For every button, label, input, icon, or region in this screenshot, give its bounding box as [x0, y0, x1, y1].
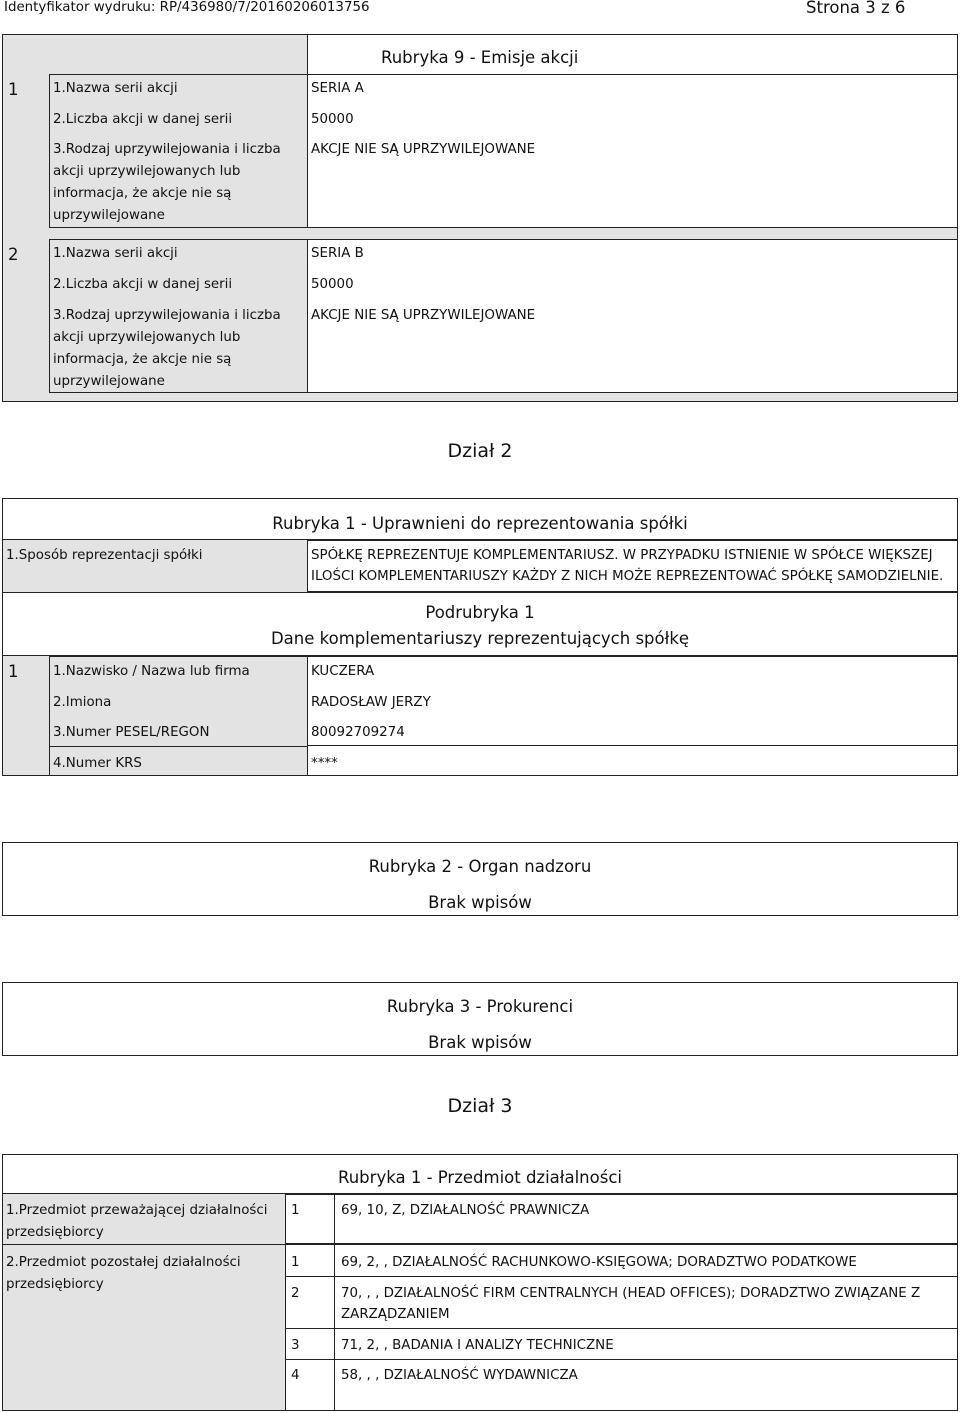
series-2-count-value: 50000: [311, 277, 354, 292]
other-activity-3-num: 3: [291, 1338, 300, 1353]
series-1-type-label-3: informacja, że akcje nie są: [53, 186, 232, 201]
sposob-value-2: ILOŚCI KOMPLEMENTARIUSZY KAŻDY Z NICH MOŻE REPREZENTOWAĆ SPÓŁKĘ SAMODZIELNIE.: [311, 569, 944, 584]
rubryka3-title: Rubryka 3 - Prokurenci: [386, 997, 574, 1016]
series-1-type-label-4: uprzywilejowane: [53, 208, 165, 223]
other-row-divider-1: [285, 1276, 958, 1277]
other-activity-4-num: 4: [291, 1368, 300, 1383]
page-number: Strona 3 z 6: [806, 0, 906, 17]
main-activity-label-2: przedsiębiorcy: [6, 1225, 104, 1240]
other-activity-2-num: 2: [291, 1286, 300, 1301]
entry-values-bottom: [307, 746, 958, 776]
series-1-type-label-2: akcji uprzywilejowanych lub: [53, 164, 241, 179]
series-1-count-value: 50000: [311, 112, 354, 127]
print-id: Identyfikator wydruku: RP/436980/7/20160206013756: [4, 0, 370, 15]
series-2-count-label: 2.Liczba akcji w danej serii: [53, 277, 233, 292]
series-2-type-label-1: 3.Rodzaj uprzywilejowania i liczba: [53, 308, 281, 323]
series-2-type-value: AKCJE NIE SĄ UPRZYWILEJOWANE: [311, 308, 536, 323]
main-activity-text: 69, 10, Z, DZIAŁALNOŚĆ PRAWNICZA: [341, 1203, 590, 1218]
other-activity-1-text: 69, 2, , DZIAŁALNOŚĆ RACHUNKOWO-KSIĘGOWA; DORADZTWO PODATKOWE: [341, 1255, 857, 1270]
series-2-name-value: SERIA B: [311, 246, 364, 261]
dzial2-title: Dział 2: [447, 440, 513, 462]
podrubryka-title-1: Podrubryka 1: [425, 603, 535, 622]
sposob-label: 1.Sposób reprezentacji spółki: [6, 548, 203, 563]
series-1-number: 1: [8, 80, 19, 99]
rubryka3-empty: Brak wpisów: [428, 1033, 532, 1052]
series-2-type-label-3: informacja, że akcje nie są: [53, 352, 232, 367]
other-activity-2-text-1: 70, , , DZIAŁALNOŚĆ FIRM CENTRALNYCH (HEAD OFFICES); DORADZTWO ZWIĄZANE Z: [341, 1286, 921, 1301]
main-activity-col-divider: [334, 1194, 335, 1244]
other-activity-2-text-2: ZARZĄDZANIEM: [341, 1307, 450, 1322]
rubryka9-title: Rubryka 9 - Emisje akcji: [381, 48, 579, 67]
pesel-label: 3.Numer PESEL/REGON: [53, 725, 210, 740]
series-1-name-value: SERIA A: [311, 81, 364, 96]
przedmiot-title: Rubryka 1 - Przedmiot działalności: [338, 1168, 622, 1187]
other-activity-4-text: 58, , , DZIAŁALNOŚĆ WYDAWNICZA: [341, 1368, 578, 1383]
pesel-value: 80092709274: [311, 725, 405, 740]
main-activity-num: 1: [291, 1203, 300, 1218]
series-1-type-label-1: 3.Rodzaj uprzywilejowania i liczba: [53, 142, 281, 157]
other-activity-label-2: przedsiębiorcy: [6, 1277, 104, 1292]
podrubryka-title-2: Dane komplementariuszy reprezentujących spółkę: [270, 629, 690, 648]
other-activity-1-num: 1: [291, 1255, 300, 1270]
other-row-divider-2: [285, 1328, 958, 1329]
rubryka1-title: Rubryka 1 - Uprawnieni do reprezentowania spółki: [272, 514, 688, 533]
other-activity-3-text: 71, 2, , BADANIA I ANALIZY TECHNICZNE: [341, 1338, 614, 1353]
series-1-count-label: 2.Liczba akcji w danej serii: [53, 112, 233, 127]
series-1-type-value: AKCJE NIE SĄ UPRZYWILEJOWANE: [311, 142, 536, 157]
main-activity-label-1: 1.Przedmiot przeważającej działalności: [6, 1203, 268, 1218]
nazwisko-label: 1.Nazwisko / Nazwa lub firma: [53, 664, 250, 679]
krs-label: 4.Numer KRS: [53, 756, 142, 771]
series-2-type-label-4: uprzywilejowane: [53, 374, 165, 389]
other-activity-label-1: 2.Przedmiot pozostałej działalności: [6, 1255, 241, 1270]
series-2-type-label-2: akcji uprzywilejowanych lub: [53, 330, 241, 345]
series-1-name-label: 1.Nazwa serii akcji: [53, 81, 178, 96]
rubryka2-title: Rubryka 2 - Organ nadzoru: [368, 857, 592, 876]
krs-value: ****: [311, 756, 338, 771]
series-2-name-label: 1.Nazwa serii akcji: [53, 246, 178, 261]
series-2-number: 2: [8, 245, 19, 264]
dzial3-title: Dział 3: [447, 1095, 513, 1117]
entry-number: 1: [8, 662, 19, 681]
sposob-value-1: SPÓŁKĘ REPREZENTUJE KOMPLEMENTARIUSZ. W PRZYPADKU ISTNIENIE W SPÓŁCE WIĘKSZEJ: [311, 548, 933, 563]
other-row-divider-3: [285, 1359, 958, 1360]
rubryka2-empty: Brak wpisów: [428, 893, 532, 912]
imiona-label: 2.Imiona: [53, 695, 112, 710]
imiona-value: RADOSŁAW JERZY: [311, 695, 431, 710]
main-activity-cell: [285, 1194, 958, 1244]
nazwisko-value: KUCZERA: [311, 664, 375, 679]
